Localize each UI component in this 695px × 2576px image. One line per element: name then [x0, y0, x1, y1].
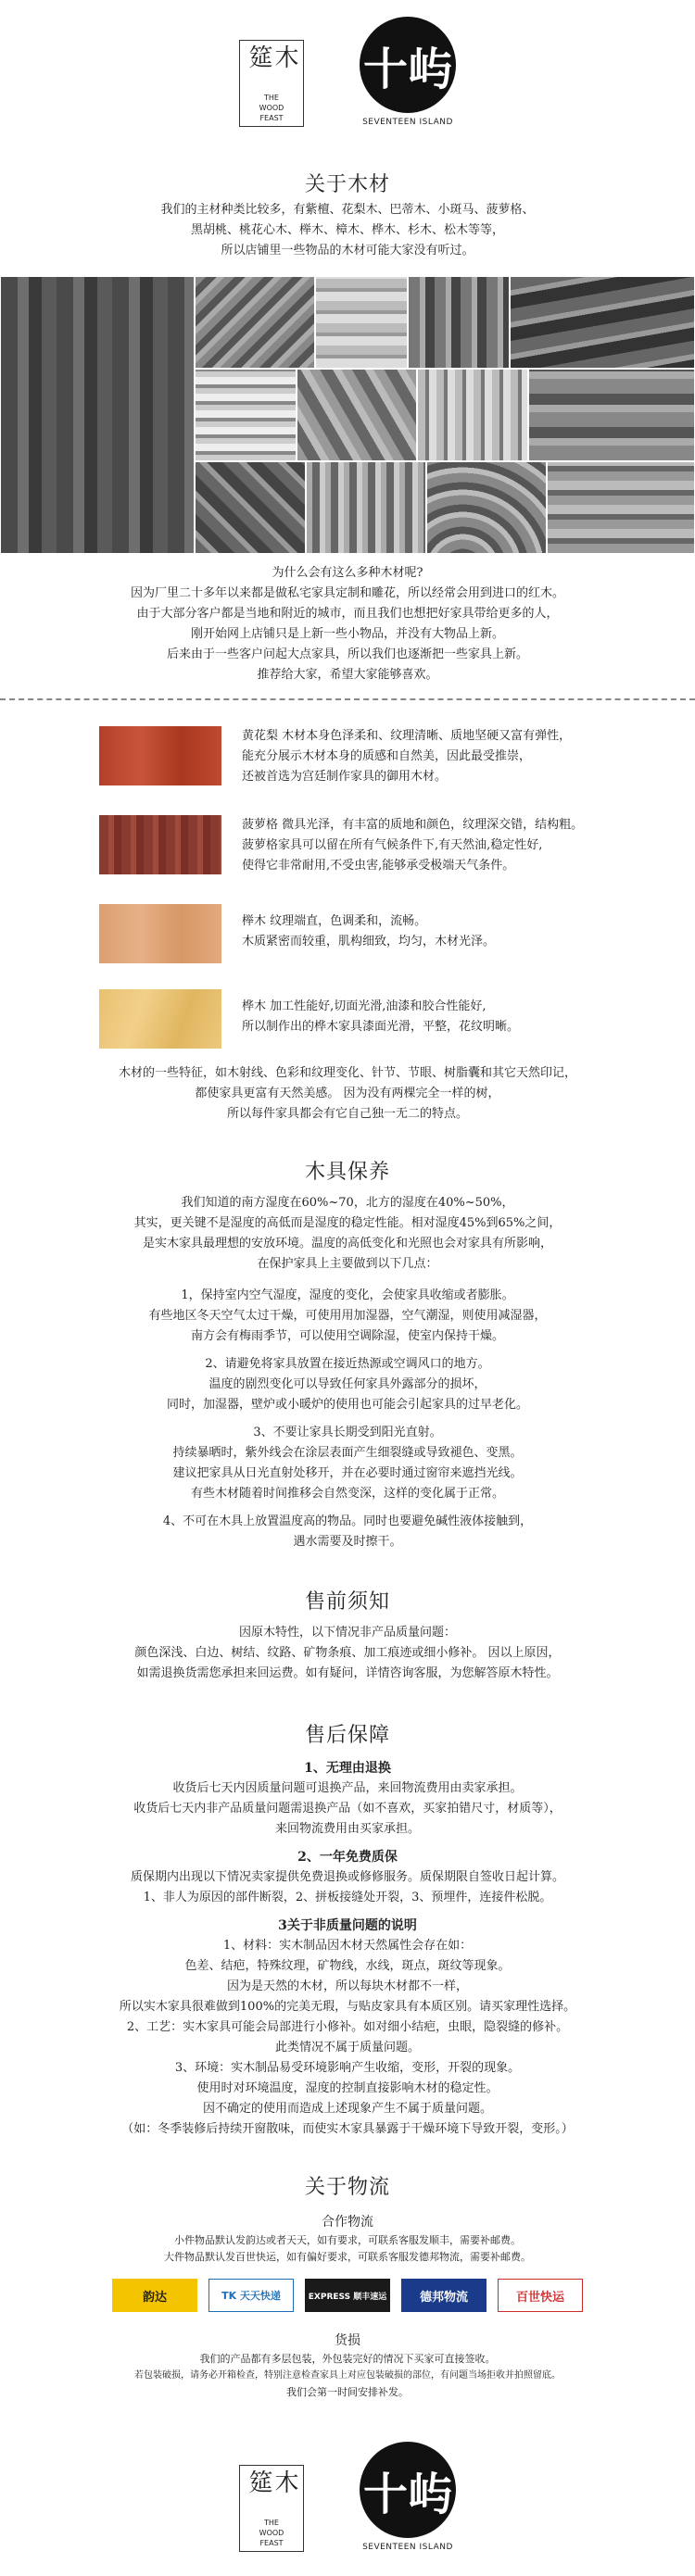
care-line: 同时，加湿器，壁炉或小暖炉的使用也可能会引起家具的过早老化。 — [166, 1398, 528, 1412]
wood-swatch — [99, 989, 221, 1049]
seal-caption: SEVENTEEN ISLAND — [362, 118, 453, 127]
wood-features-note — [0, 1063, 695, 1125]
carrier-logo-deppon: 德邦物流 — [401, 2279, 486, 2312]
care-intro-line: 是实木家具最理想的安放环境。温度的高低变化和光照也会对家具有所影响， — [142, 1237, 552, 1250]
care-point-4 — [0, 1512, 695, 1552]
brand-name-en-2: WOOD — [259, 104, 284, 112]
why-many-woods — [0, 563, 695, 685]
care-line: 遇水需要及时擦干。 — [293, 1535, 402, 1549]
wood-photo — [195, 369, 297, 461]
carrier-logo-best: 百世快运 — [498, 2279, 583, 2312]
brand-logo-box — [239, 2465, 304, 2552]
care-line: 4、不可在木具上放置温度高的物品。同时也要避免碱性液体接触到， — [162, 1514, 533, 1528]
carrier-logos — [0, 2279, 695, 2312]
wood-item-huamu — [99, 989, 677, 1049]
carrier-logo-tiantian: TK 天天快递 — [208, 2279, 294, 2312]
presale-line: 颜色深浅、白边、树结、纹路、矿物条痕、加工痕迹或细小修补。 因以上原因， — [134, 1646, 561, 1660]
wood-line: 能充分展示木材本身的质感和自然美，因此最受推崇， — [242, 749, 532, 763]
wood-swatch — [99, 815, 221, 874]
wood-line: 还被首选为宫廷制作家具的御用木材。 — [242, 770, 448, 784]
wood-description — [242, 726, 677, 787]
aftersale-section-1 — [0, 1758, 695, 1840]
care-intro-line: 我们知道的南方湿度在60%~70，北方的湿度在40%~50%， — [181, 1196, 514, 1210]
section-divider — [0, 698, 695, 700]
brand-name-en-3: FEAST — [259, 114, 284, 122]
why-line: 后来由于一些客户问起大点家具，所以我们也逐渐把一些家具上新。 — [166, 647, 528, 661]
care-point-1 — [0, 1286, 695, 1347]
brand-seal — [360, 2442, 456, 2552]
care-point-3 — [0, 1423, 695, 1504]
care-line: 1，保持室内空气湿度，湿度的变化，会使家具收缩或者膨胀。 — [181, 1288, 514, 1302]
wood-photo — [195, 461, 306, 554]
aftersale-title: 售后保障 — [304, 1724, 390, 1747]
aftersale-line: （如：冬季装修后持续开窗散味，而使实木家具暴露于干燥环境下导致开裂，变形。） — [121, 2122, 574, 2136]
note-line: 都使家具更富有天然美感。 因为没有两棵完全一样的树， — [195, 1087, 500, 1100]
care-title: 木具保养 — [304, 1161, 390, 1184]
wood-line: 桦木 加工性能好,切面光滑,油漆和胶合性能好, — [242, 999, 486, 1013]
presale-line: 因原木特性，以下情况非产品质量问题： — [238, 1626, 456, 1640]
care-line: 持续暴晒时，紫外线会在涂层表面产生细裂缝或导致褪色、变黑。 — [172, 1446, 523, 1460]
presale-line: 如需退换货需您承担来回运费。如有疑问，详情咨询客服，为您解答原木特性。 — [136, 1666, 559, 1680]
aftersale-line: 色差、结疤，特殊纹理，矿物线，水线，斑点，斑纹等现象。 — [184, 1959, 511, 1973]
logistics-line: 小件物品默认发韵达或者天天，如有要求，可联系客服发顺丰，需要补邮费。 — [174, 2234, 521, 2246]
bottom-logo — [0, 2442, 695, 2552]
wood-photo-mosaic — [0, 276, 695, 554]
carrier-logo-yunda: 韵达 — [112, 2279, 197, 2312]
aftersale-subtitle: 2、一年免费质保 — [297, 1850, 398, 1865]
presale-title: 售前须知 — [304, 1590, 390, 1614]
aftersale-line: 来回物流费用由买家承担。 — [274, 1822, 420, 1836]
wood-photo — [408, 276, 510, 369]
aftersale-line: 质保期内出现以下情况卖家提供免费退换或修修服务。质保期限自签收日起计算。 — [130, 1870, 564, 1884]
wood-photo — [528, 369, 695, 461]
wood-photo — [306, 461, 426, 554]
wood-line: 榉木 纹理端直，色调柔和，流畅。 — [242, 914, 427, 928]
wood-photo — [417, 369, 528, 461]
care-line: 有些地区冬天空气太过干燥，可使用用加湿器，空气潮湿，则使用减湿器， — [148, 1309, 547, 1323]
why-line: 因为厂里二十多年以来都是做私宅家具定制和雕花，所以经常会用到进口的红木。 — [130, 586, 564, 600]
brand-name-en-3: FEAST — [259, 2539, 284, 2547]
logistics-subtitle: 货损 — [335, 2333, 360, 2348]
care-intro — [0, 1193, 695, 1275]
logistics-line: 大件物品默认发百世快运，如有偏好要求，可联系客服发德邦物流，需要补邮费。 — [164, 2251, 531, 2263]
wood-swatch — [99, 726, 221, 785]
wood-photo — [547, 461, 695, 554]
wood-item-boluoge — [99, 815, 677, 876]
logistics-title: 关于物流 — [304, 2176, 390, 2199]
logistics-damage — [0, 2331, 695, 2401]
aftersale-subtitle: 3关于非质量问题的说明 — [278, 1918, 417, 1933]
brand-name-en-2: WOOD — [259, 2529, 284, 2537]
care-intro-line: 其实，更关键不是湿度的高低而是湿度的稳定性能。相对湿度45%到65%之间， — [133, 1216, 562, 1230]
seal-caption: SEVENTEEN ISLAND — [362, 2543, 453, 2552]
damage-line: 若包装破损，请务必开箱检查，特别注意检查家具上对应包装破损的部位，有问题当场拒收并拍照留底。 — [134, 2370, 561, 2381]
wood-swatch — [99, 904, 221, 963]
brand-name-cn: 木筵 — [245, 44, 298, 70]
aftersale-subtitle: 1、无理由退换 — [304, 1761, 391, 1776]
wood-item-huanghuali — [99, 726, 677, 787]
logistics-subtitle: 合作物流 — [322, 2215, 373, 2230]
brand-name-cn: 木筵 — [245, 2469, 298, 2495]
why-line: 由于大部分客户都是当地和附近的城市，而且我们也想把好家具带给更多的人， — [136, 607, 559, 621]
aftersale-section-3 — [0, 1916, 695, 2140]
intro-line: 所以店铺里一些物品的木材可能大家没有听过。 — [221, 244, 474, 258]
wood-photo — [195, 276, 315, 369]
wood-line: 黄花梨 木材本身色泽柔和、纹理清晰、质地坚硬又富有弹性， — [242, 729, 572, 743]
carrier-logo-sf: EXPRESS 顺丰速运 — [305, 2279, 390, 2312]
wood-description — [242, 815, 677, 876]
note-line: 所以每件家具都会有它自己独一无二的特点。 — [226, 1107, 468, 1121]
damage-line: 我们的产品都有多层包装，外包装完好的情况下买家可直接签收。 — [199, 2353, 496, 2365]
wood-photo — [0, 276, 195, 554]
aftersale-line: 1、材料：实木制品因木材天然属性会存在如： — [222, 1939, 473, 1953]
note-line: 木材的一些特征，如木射线、色彩和纹理变化、针节、节眼、树脂囊和其它天然印记， — [118, 1066, 576, 1080]
intro-line: 我们的主材种类比较多，有紫檀、花梨木、巴蒂木、小斑马、菠萝格、 — [160, 203, 535, 217]
brand-seal — [360, 17, 456, 127]
intro-line: 黑胡桃、桃花心木、榉木、樟木、桦木、杉木、松木等等， — [190, 223, 504, 237]
wood-photo — [297, 369, 417, 461]
aftersale-line: 3、环境：实木制品易受环境影响产生收缩，变形，开裂的现象。 — [174, 2061, 521, 2075]
about-wood-intro — [0, 200, 695, 261]
wood-item-jumu — [99, 904, 677, 963]
aftersale-section-2 — [0, 1847, 695, 1908]
wood-photo — [426, 461, 547, 554]
wood-photo — [510, 276, 695, 369]
brand-name-en-1: THE — [264, 2519, 279, 2527]
aftersale-line: 因为是天然的木材，所以每块木材都不一样， — [226, 1979, 468, 1993]
care-point-2 — [0, 1354, 695, 1415]
wood-line: 菠萝格家具可以留在所有气候条件下,有天然油,稳定性好, — [242, 838, 543, 852]
why-line: 推荐给大家，希望大家能够喜欢。 — [257, 668, 438, 682]
care-line: 有些木材随着时间推移会自然变深，这样的变化属于正常。 — [190, 1487, 504, 1501]
aftersale-line: 此类情况不属于质量问题。 — [274, 2041, 420, 2055]
aftersale-line: 所以实木家具很难做到100%的完美无瑕，与贴皮家具有本质区别。请买家理性选择。 — [119, 2000, 576, 2014]
wood-photo — [315, 276, 408, 369]
aftersale-line: 使用时对环境温度，湿度的控制直接影响木材的稳定性。 — [196, 2081, 499, 2095]
wood-line: 菠萝格 微具光泽，有丰富的质地和颜色，纹理深交错，结构粗。 — [242, 818, 584, 832]
care-line: 温度的剧烈变化可以导致任何家具外露部分的损坏， — [208, 1377, 486, 1391]
presale-notes — [0, 1623, 695, 1684]
aftersale-line: 因不确定的使用而造成上述现象产生不属于质量问题。 — [202, 2102, 492, 2116]
brand-logo-box — [239, 40, 304, 127]
damage-line: 我们会第一时间安排补发。 — [286, 2386, 409, 2398]
wood-line: 所以制作出的桦木家具漆面光滑，平整，花纹明晰。 — [242, 1020, 520, 1034]
seal-logo: 十屿 — [360, 17, 456, 113]
aftersale-line: 收货后七天内非产品质量问题需退换产品（如不喜欢，买家拍错尺寸，材质等）， — [133, 1802, 562, 1816]
about-wood-title: 关于木材 — [304, 173, 390, 196]
care-line: 南方会有梅雨季节，可以使用空调除湿，使室内保持干燥。 — [190, 1329, 504, 1343]
why-line: 为什么会有这么多种木材呢? — [272, 566, 423, 580]
wood-line: 使得它非常耐用,不受虫害,能够承受极端天气条件。 — [242, 859, 515, 873]
aftersale-line: 2、工艺：实木家具可能会局部进行小修补。如对细小结疤，虫眼，隐裂缝的修补。 — [126, 2020, 569, 2034]
aftersale-line: 1、非人为原因的部件断裂，2、拼板接缝处开裂，3、预埋件，连接件松脱。 — [143, 1891, 552, 1904]
wood-description — [242, 904, 677, 952]
top-logo — [0, 17, 695, 127]
logistics-partners — [0, 2212, 695, 2266]
care-line: 2、请避免将家具放置在接近热源或空调风口的地方。 — [205, 1357, 490, 1371]
care-line: 3、不要让家具长期受到阳光直射。 — [253, 1426, 442, 1439]
aftersale-line: 收货后七天内因质量问题可退换产品，来回物流费用由卖家承担。 — [172, 1781, 523, 1795]
wood-description — [242, 989, 677, 1037]
care-intro-line: 在保护家具上主要做到以下几点： — [257, 1257, 438, 1271]
wood-line: 木质紧密而较重，肌构细致，均匀，木材光泽。 — [242, 935, 496, 949]
seal-logo: 十屿 — [360, 2442, 456, 2538]
care-line: 建议把家具从日光直射处移开，并在必要时通过窗帘来遮挡光线。 — [172, 1466, 523, 1480]
why-line: 刚开始网上店铺只是上新一些小物品，并没有大物品上新。 — [190, 627, 504, 641]
brand-name-en-1: THE — [264, 94, 279, 102]
